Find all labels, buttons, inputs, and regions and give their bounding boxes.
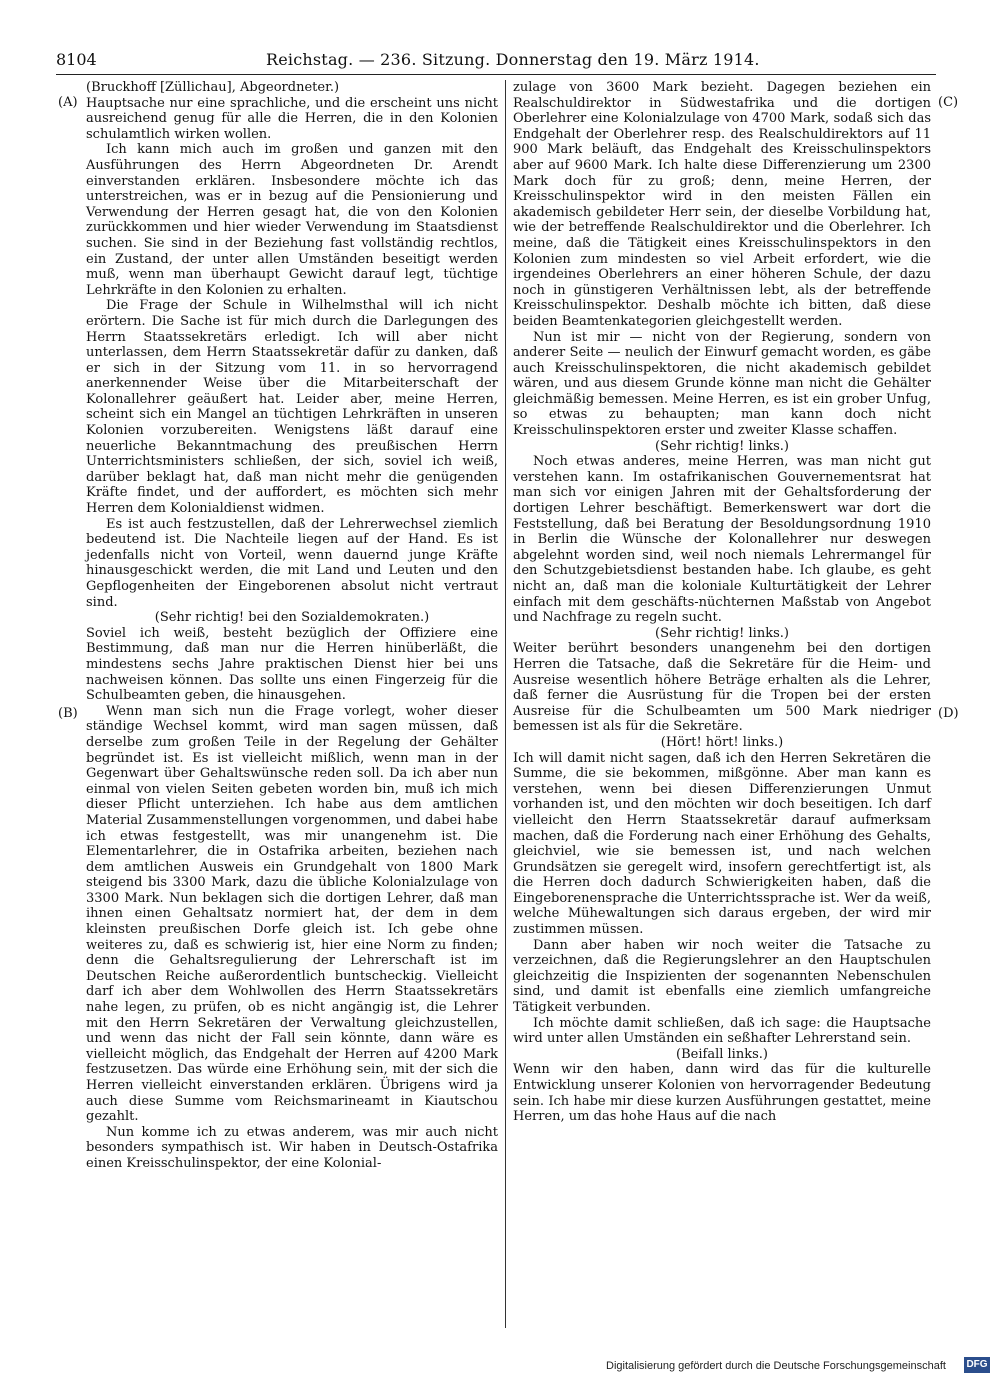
- paragraph: (Bruckhoff [Züllichau], Abgeordneter.): [86, 80, 340, 95]
- interjection: (Sehr richtig! links.): [655, 438, 789, 454]
- margin-mark-a: (A): [58, 95, 78, 110]
- paragraph: Ich möchte damit schließen, daß ich sage: die Hauptsache wird unter allen Umständen ein seßhafter Lehrerstand sein.: [513, 1015, 931, 1047]
- paragraph: Noch etwas anderes, meine Herren, was man nicht gut verstehen kann. Im ostafrikanischen Gouvernementsrat hat man sich vor einigen Jahren mit der Gehaltsforderung der dortigen Lehrer beschäftigt. Bemerkenswert war dort die Feststellung, daß bei Beratung der Besoldungsordnung 1910 in Berlin die Wünsche der Kolonallehrer nur deswegen abgelehnt worden sind, weil noch niemals Lehrermangel für den Schutzgebietsdienst bestanden habe. Ich glaube, es geht nicht an, daß man die koloniale Kulturtätigkeit der Lehrer einfach mit dem geschäfts-nüchternen Maßstab von Angebot und Nachfrage zu regeln sucht.: [513, 454, 931, 626]
- left-column: [86, 80, 498, 1172]
- interjection: (Hört! hört! links.): [660, 734, 784, 750]
- column-divider: [505, 80, 506, 1328]
- margin-mark-c: (C): [938, 95, 959, 110]
- interjection: (Beifall links.): [676, 1046, 768, 1062]
- footer-credit: Digitalisierung gefördert durch die Deutsche Forschungsgemeinschaft: [606, 1360, 946, 1372]
- page-title: Reichstag. — 236. Sitzung. Donnerstag den 19. März 1914.: [266, 50, 760, 69]
- paragraph: Ich kann mich auch im großen und ganzen mit den Ausführungen des Herrn Abgeordneten Dr. Arendt einverstanden erklären. Insbesondere möchte ich das unterstreichen, was er in bezug auf die Pensionierung und Verwendung der Herren gesagt hat, die von den Kolonien zurückkommen und hier wieder Verwendung im Staatsdienst suchen. Sie sind in der Beziehung fast vollständig rechtlos, ein Zustand, der unter allen Umständen beseitigt werden muß, wenn man überhaupt Gewicht darauf legt, tüchtige Lehrkräfte in den Kolonien zu erhalten.: [86, 142, 498, 298]
- paragraph: Hauptsache nur eine sprachliche, und die erscheint uns nicht ausreichend genug für alle die Herren, die in den Kolonien schulamtlich wirken wollen.: [86, 95, 498, 142]
- paragraph: zulage von 3600 Mark bezieht. Dagegen beziehen ein Realschuldirektor in Südwestafrika und die dortigen Oberlehrer eine Kolonialzulage von 4700 Mark, sodaß sich das Endgehalt der Oberlehrer resp. des Realschuldirektors auf 11 900 Mark beläuft, das Endgehalt des Kreisschulinspektors aber auf 9600 Mark. Ich halte diese Differenzierung um 2300 Mark doch für zu groß; denn, meine Herren, der Kreisschulinspektor wird in den meisten Fällen ein akademisch gebildeter Herr sein, der dieselbe Vorbildung hat, wie der betreffende Realschuldirektor und die Oberlehrer. Ich meine, daß die Tätigkeit eines Kreisschulinspektors in den Kolonien zum mindesten so viel Arbeit erfordert, wie die irgendeines Oberlehrers an einer höheren Schule, der dazu noch in günstigeren Verhältnissen lebt, als der betreffende Kreisschulinspektor. Deshalb möchte ich bitten, daß diese beiden Beamtenkategorien gleichgestellt werden.: [513, 80, 931, 329]
- margin-mark-d: (D): [938, 706, 959, 721]
- paragraph: Soviel ich weiß, besteht bezüglich der Offiziere eine Bestimmung, daß man nur die Herren hinüberläßt, die mindestens sechs Jahre praktischen Dienst hier bei uns nachweisen können. Das sollte uns einen Fingerzeig für die Schulbeamten geben, die hinausgehen.: [86, 625, 498, 704]
- paragraph: Dann aber haben wir noch weiter die Tatsache zu verzeichnen, daß die Regierungslehrer an den Hauptschulen gleichzeitig die Inspizienten der sogenannten Nebenschulen sind, und damit ist ebenfalls eine ziemlich umfangreiche Tätigkeit verbunden.: [513, 937, 931, 1016]
- paragraph: Nun komme ich zu etwas anderem, was mir auch nicht besonders sympathisch ist. Wir haben in Deutsch-Ostafrika einen Kreisschulinspektor, der eine Kolonial-: [86, 1124, 498, 1171]
- header-rule: [56, 74, 936, 75]
- paragraph: Ich will damit nicht sagen, daß ich den Herren Sekretären die Summe, die sie bekommen, mißgönne. Aber man kann es verstehen, wenn bei diesen Differenzierungen Unmut vorhanden ist, und den möchten wir doch beseitigen. Ich darf vielleicht den Herrn Staatssekretär darauf aufmerksam machen, daß die Forderung nach einer Erhöhung des Gehalts, gleichviel, wie sie bemessen ist, und nach welchen Grundsätzen sie geregelt wird, insofern gerechtfertigt ist, als die Herren doch dadurch Schwierigkeiten haben, daß die Eingeborenensprache die Unterrichtssprache ist. Wer da weiß, welche Mühewaltungen sich daraus ergeben, der wird mir zustimmen müssen.: [513, 750, 931, 938]
- page-number: 8104: [56, 50, 97, 69]
- paragraph: Wenn man sich nun die Frage vorlegt, woher dieser ständige Wechsel kommt, wird man sagen müssen, daß derselbe zum großen Teile in der Regelung der Gehälter begründet ist. Es ist vielleicht mißlich, wenn man in der Gegenwart über Gehaltswünsche reden soll. Da ich aber nun einmal von vielen Seiten gebeten worden bin, muß ich mich dieser Pflicht unterziehen. Ich habe aus dem amtlichen Material Zusammenstellungen vorgenommen, und dabei habe ich etwas festgestellt, was mir unangenehm ist. Die Elementarlehrer, die in Ostafrika arbeiten, beziehen nach dem amtlichen Ausweis ein Grundgehalt von 1800 Mark steigend bis 3300 Mark, dazu die übliche Kolonialzulage von 3300 Mark. Nun beklagen sich die dortigen Lehrer, daß man ihnen einen Gehaltsatz normiert hat, der dem in dem kleinsten preußischen Dorfe gleich ist. Ich gebe ohne weiteres zu, daß es schwierig ist, hier eine Norm zu finden; denn die Gehaltsregulierung der Lehrerschaft ist im Deutschen Reiche außerordentlich buntscheckig. Vielleicht darf ich aber dem Wohlwollen des Herrn Staatssekretärs nahe legen, zu prüfen, ob es nicht angängig ist, die Lehrer mit den Herrn Sekretären der Verwaltung gleichzustellen, und wenn das nicht der Fall sein könnte, dann wäre es vielleicht möglich, das Endgehalt der Herren auf 4200 Mark festzusetzen. Das würde eine Erhöhung sein, mit der sich die Herren vielleicht einverstanden erklären. Übrigens wird ja auch diese Summe vom Reichsmarineamt in Kiautschou gezahlt.: [86, 703, 498, 1125]
- paragraph: Nun ist mir — nicht von der Regierung, sondern von anderer Seite — neulich der Einwurf gemacht worden, es gäbe auch Kreisschulinspektoren, die nicht akademisch gebildet wären, und aus diesem Grunde könne man nicht die Gehälter gleichmäßig bemessen. Meine Herren, es ist ein grober Unfug, so etwas zu behaupten; man kann doch nicht Kreisschulinspektoren erster und zweiter Klasse schaffen.: [513, 329, 931, 439]
- paragraph: Wenn wir den haben, dann wird das für die kulturelle Entwicklung unserer Kolonien von hervorragender Bedeutung sein. Ich habe mir diese kurzen Ausführungen gestattet, meine Herren, um das hohe Haus auf die nach: [513, 1062, 931, 1125]
- margin-mark-b: (B): [58, 706, 78, 721]
- interjection: (Sehr richtig! links.): [655, 625, 789, 641]
- paragraph: Es ist auch festzustellen, daß der Lehrerwechsel ziemlich bedeutend ist. Die Nachteile liegen auf der Hand. Es ist jedenfalls nicht von Vorteil, wenn dauernd junge Kräfte hinausgeschickt werden, die mit Land und Leuten und den Gepflogenheiten der Eingeborenen absolut nicht vertraut sind.: [86, 516, 498, 610]
- right-column: [513, 80, 931, 1125]
- interjection: (Sehr richtig! bei den Sozialdemokraten.): [154, 610, 430, 626]
- dfg-logo: DFG: [964, 1357, 990, 1373]
- paragraph: Die Frage der Schule in Wilhelmsthal will ich nicht erörtern. Die Sache ist für mich durch die Darlegungen des Herrn Staatssekretärs erledigt. Ich will aber nicht unterlassen, dem Herrn Staatssekretär dafür zu danken, daß er sich in der Sitzung vom 11. in so hervorragend anerkennender Weise über die Mitarbeiterschaft der Kolonallehrer geäußert hat. Leider aber, meine Herren, scheint sich ein Mangel an tüchtigen Lehrkräften in unseren Kolonien vorzubereiten. Wenigstens läßt darauf eine neuerliche Bekanntmachung des preußischen Herrn Unterrichtsministers schließen, der sich, soviel ich weiß, darüber beklagt hat, daß man nicht mehr die genügenden Kräfte findet, und der auffordert, es möchten sich mehr Herren dem Kolonialdienst widmen.: [86, 298, 498, 517]
- paragraph: Weiter berührt besonders unangenehm bei den dortigen Herren die Tatsache, daß die Sekretäre für die Heim- und Ausreise wesentlich höhere Beträge erhalten als die Lehrer, daß ferner die Ausrüstung für die Tropen bei der ersten Ausreise für die Schulbeamten um 500 Mark niedriger bemessen ist als für die Sekretäre.: [513, 641, 931, 735]
- page-header: [56, 50, 936, 76]
